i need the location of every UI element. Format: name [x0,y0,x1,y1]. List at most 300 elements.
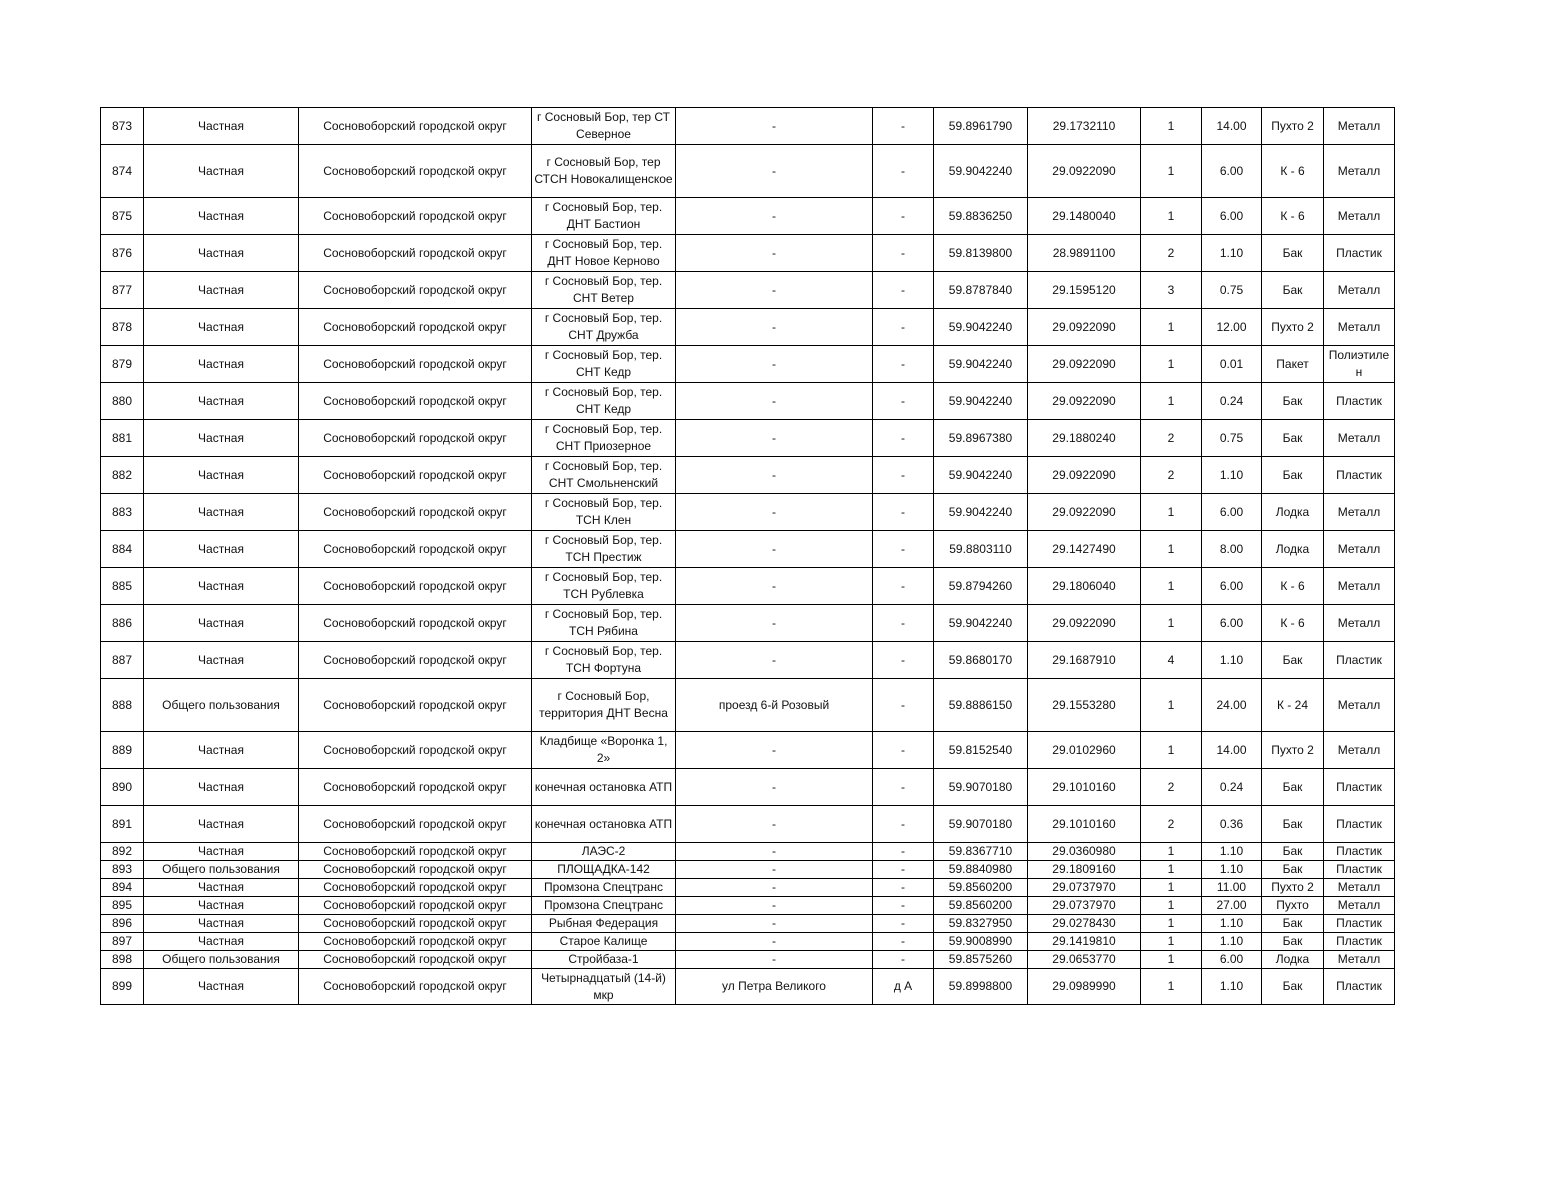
cell-latitude: 59.9070180 [934,769,1028,806]
cell-container-type: К - 6 [1262,568,1324,605]
cell-municipality: Сосновоборский городской округ [299,531,532,568]
cell-material: Металл [1324,568,1395,605]
cell-house: - [873,679,934,732]
cell-container-type: Бак [1262,843,1324,861]
table-row [101,198,1395,235]
cell-container-count: 1 [1141,861,1202,879]
cell-house: - [873,272,934,309]
cell-house: - [873,879,934,897]
cell-container-count: 2 [1141,235,1202,272]
cell-material: Пластик [1324,642,1395,679]
cell-material: Пластик [1324,457,1395,494]
cell-longitude: 29.1595120 [1028,272,1141,309]
cell-row-number: 882 [101,457,144,494]
cell-volume: 0.75 [1202,272,1262,309]
cell-street: - [676,457,873,494]
cell-volume: 0.01 [1202,346,1262,383]
cell-longitude: 29.0737970 [1028,897,1141,915]
cell-location: Старое Калище [532,933,676,951]
cell-street: - [676,951,873,969]
cell-municipality: Сосновоборский городской округ [299,769,532,806]
cell-longitude: 29.0922090 [1028,457,1141,494]
cell-container-type: Пухто 2 [1262,732,1324,769]
cell-material: Пластик [1324,861,1395,879]
cell-house: - [873,915,934,933]
cell-house: - [873,145,934,198]
cell-row-number: 884 [101,531,144,568]
cell-longitude: 29.0922090 [1028,346,1141,383]
cell-ownership: Общего пользования [144,679,299,732]
cell-ownership: Частная [144,605,299,642]
table-row [101,108,1395,145]
cell-row-number: 875 [101,198,144,235]
cell-location: г Сосновый Бор, тер. ТСН Рябина [532,605,676,642]
cell-house: - [873,108,934,145]
cell-street: - [676,843,873,861]
table-row [101,679,1395,732]
cell-location: конечная остановка АТП [532,806,676,843]
cell-latitude: 59.9070180 [934,806,1028,843]
cell-container-count: 1 [1141,531,1202,568]
cell-municipality: Сосновоборский городской округ [299,605,532,642]
cell-house: - [873,951,934,969]
cell-street: - [676,897,873,915]
cell-ownership: Частная [144,843,299,861]
cell-volume: 0.24 [1202,383,1262,420]
cell-container-count: 1 [1141,915,1202,933]
cell-container-type: Бак [1262,933,1324,951]
table-row [101,951,1395,969]
cell-material: Металл [1324,605,1395,642]
cell-row-number: 878 [101,309,144,346]
cell-ownership: Частная [144,568,299,605]
cell-municipality: Сосновоборский городской округ [299,457,532,494]
cell-volume: 12.00 [1202,309,1262,346]
cell-street: - [676,879,873,897]
cell-ownership: Частная [144,457,299,494]
table-row [101,933,1395,951]
cell-location: г Сосновый Бор, тер. СНТ Ветер [532,272,676,309]
cell-location: г Сосновый Бор, тер. ДНТ Бастион [532,198,676,235]
cell-container-count: 1 [1141,933,1202,951]
cell-row-number: 899 [101,969,144,1005]
cell-container-type: Бак [1262,806,1324,843]
cell-latitude: 59.8886150 [934,679,1028,732]
cell-ownership: Частная [144,915,299,933]
cell-container-type: Бак [1262,272,1324,309]
cell-volume: 6.00 [1202,198,1262,235]
cell-latitude: 59.8836250 [934,198,1028,235]
cell-material: Пластик [1324,915,1395,933]
cell-container-count: 1 [1141,309,1202,346]
cell-longitude: 28.9891100 [1028,235,1141,272]
cell-location: Промзона Спецтранс [532,879,676,897]
cell-container-count: 2 [1141,457,1202,494]
table-row [101,272,1395,309]
cell-municipality: Сосновоборский городской округ [299,897,532,915]
table-row [101,642,1395,679]
cell-container-count: 1 [1141,679,1202,732]
cell-material: Металл [1324,531,1395,568]
cell-container-count: 1 [1141,951,1202,969]
cell-row-number: 883 [101,494,144,531]
cell-volume: 24.00 [1202,679,1262,732]
cell-ownership: Частная [144,806,299,843]
cell-material: Металл [1324,494,1395,531]
cell-material: Металл [1324,108,1395,145]
table-row [101,420,1395,457]
table-row [101,605,1395,642]
cell-row-number: 880 [101,383,144,420]
cell-container-count: 1 [1141,843,1202,861]
cell-row-number: 892 [101,843,144,861]
cell-container-count: 2 [1141,806,1202,843]
table-body [101,108,1395,1005]
cell-municipality: Сосновоборский городской округ [299,494,532,531]
cell-municipality: Сосновоборский городской округ [299,843,532,861]
cell-latitude: 59.8967380 [934,420,1028,457]
table-row [101,145,1395,198]
cell-municipality: Сосновоборский городской округ [299,879,532,897]
cell-ownership: Общего пользования [144,861,299,879]
cell-house: - [873,309,934,346]
cell-material: Металл [1324,420,1395,457]
cell-container-type: К - 6 [1262,198,1324,235]
cell-material: Металл [1324,198,1395,235]
cell-house: - [873,568,934,605]
cell-ownership: Частная [144,309,299,346]
cell-street: - [676,861,873,879]
cell-volume: 1.10 [1202,933,1262,951]
table-row [101,531,1395,568]
cell-municipality: Сосновоборский городской округ [299,568,532,605]
cell-row-number: 889 [101,732,144,769]
cell-row-number: 887 [101,642,144,679]
cell-container-type: К - 24 [1262,679,1324,732]
cell-container-count: 1 [1141,108,1202,145]
cell-container-type: Бак [1262,457,1324,494]
cell-longitude: 29.1553280 [1028,679,1141,732]
table-row [101,969,1395,1005]
cell-row-number: 886 [101,605,144,642]
table-row [101,309,1395,346]
cell-longitude: 29.0737970 [1028,879,1141,897]
cell-municipality: Сосновоборский городской округ [299,732,532,769]
cell-ownership: Частная [144,346,299,383]
cell-street: - [676,494,873,531]
cell-municipality: Сосновоборский городской округ [299,969,532,1005]
cell-container-count: 1 [1141,879,1202,897]
cell-street: проезд 6-й Розовый [676,679,873,732]
cell-container-count: 1 [1141,383,1202,420]
cell-container-type: Бак [1262,915,1324,933]
cell-longitude: 29.0989990 [1028,969,1141,1005]
table-row [101,915,1395,933]
cell-ownership: Частная [144,383,299,420]
cell-container-count: 4 [1141,642,1202,679]
cell-latitude: 59.9042240 [934,457,1028,494]
cell-row-number: 890 [101,769,144,806]
cell-container-count: 1 [1141,605,1202,642]
cell-street: - [676,198,873,235]
cell-location: г Сосновый Бор, тер. ТСН Престиж [532,531,676,568]
cell-municipality: Сосновоборский городской округ [299,806,532,843]
cell-street: - [676,642,873,679]
cell-municipality: Сосновоборский городской округ [299,933,532,951]
cell-street: - [676,769,873,806]
cell-row-number: 895 [101,897,144,915]
cell-container-count: 1 [1141,198,1202,235]
cell-ownership: Частная [144,145,299,198]
cell-location: г Сосновый Бор, тер. СНТ Смольненский [532,457,676,494]
cell-material: Металл [1324,732,1395,769]
cell-material: Пластик [1324,806,1395,843]
cell-row-number: 888 [101,679,144,732]
cell-latitude: 59.9042240 [934,309,1028,346]
cell-municipality: Сосновоборский городской округ [299,383,532,420]
table-row [101,861,1395,879]
cell-longitude: 29.0653770 [1028,951,1141,969]
table-row [101,843,1395,861]
cell-container-count: 1 [1141,897,1202,915]
cell-container-count: 2 [1141,769,1202,806]
cell-container-count: 1 [1141,732,1202,769]
cell-ownership: Частная [144,732,299,769]
cell-ownership: Частная [144,879,299,897]
cell-house: - [873,420,934,457]
cell-municipality: Сосновоборский городской округ [299,915,532,933]
cell-house: - [873,732,934,769]
cell-latitude: 59.8840980 [934,861,1028,879]
cell-longitude: 29.1419810 [1028,933,1141,951]
cell-house: - [873,494,934,531]
cell-container-type: Лодка [1262,531,1324,568]
cell-municipality: Сосновоборский городской округ [299,642,532,679]
cell-row-number: 877 [101,272,144,309]
cell-latitude: 59.9042240 [934,494,1028,531]
cell-container-count: 1 [1141,346,1202,383]
cell-row-number: 891 [101,806,144,843]
cell-material: Металл [1324,879,1395,897]
cell-container-type: Лодка [1262,951,1324,969]
cell-volume: 1.10 [1202,642,1262,679]
cell-container-count: 1 [1141,494,1202,531]
cell-latitude: 59.8367710 [934,843,1028,861]
cell-street: - [676,605,873,642]
cell-longitude: 29.0278430 [1028,915,1141,933]
cell-material: Металл [1324,145,1395,198]
cell-volume: 0.24 [1202,769,1262,806]
cell-longitude: 29.1732110 [1028,108,1141,145]
cell-municipality: Сосновоборский городской округ [299,679,532,732]
cell-material: Металл [1324,679,1395,732]
cell-material: Пластик [1324,969,1395,1005]
cell-street: ул Петра Великого [676,969,873,1005]
table-row [101,235,1395,272]
cell-street: - [676,272,873,309]
cell-ownership: Частная [144,494,299,531]
cell-ownership: Общего пользования [144,951,299,969]
cell-house: - [873,531,934,568]
cell-house: - [873,235,934,272]
cell-municipality: Сосновоборский городской округ [299,272,532,309]
cell-container-type: Бак [1262,769,1324,806]
table-row [101,897,1395,915]
cell-container-type: Лодка [1262,494,1324,531]
cell-location: г Сосновый Бор, тер. СНТ Кедр [532,346,676,383]
cell-house: - [873,843,934,861]
cell-latitude: 59.8139800 [934,235,1028,272]
cell-material: Полиэтилен [1324,346,1395,383]
cell-container-type: Пухто [1262,897,1324,915]
cell-longitude: 29.0922090 [1028,309,1141,346]
cell-location: конечная остановка АТП [532,769,676,806]
cell-latitude: 59.9042240 [934,605,1028,642]
cell-row-number: 885 [101,568,144,605]
cell-location: Промзона Спецтранс [532,897,676,915]
cell-container-type: Пухто 2 [1262,108,1324,145]
cell-location: ПЛОЩАДКА-142 [532,861,676,879]
cell-ownership: Частная [144,933,299,951]
cell-latitude: 59.8575260 [934,951,1028,969]
cell-volume: 6.00 [1202,145,1262,198]
cell-longitude: 29.0922090 [1028,605,1141,642]
cell-ownership: Частная [144,235,299,272]
cell-street: - [676,806,873,843]
cell-container-type: Бак [1262,383,1324,420]
cell-container-type: Бак [1262,861,1324,879]
table-row [101,806,1395,843]
cell-location: г Сосновый Бор, тер. ТСН Рублевка [532,568,676,605]
cell-municipality: Сосновоборский городской округ [299,951,532,969]
cell-volume: 6.00 [1202,568,1262,605]
cell-container-count: 1 [1141,969,1202,1005]
cell-location: г Сосновый Бор, тер СТСН Новокалищенское [532,145,676,198]
cell-latitude: 59.9042240 [934,145,1028,198]
cell-municipality: Сосновоборский городской округ [299,108,532,145]
table-row [101,346,1395,383]
cell-location: г Сосновый Бор, тер. ТСН Фортуна [532,642,676,679]
cell-material: Металл [1324,951,1395,969]
cell-container-type: К - 6 [1262,145,1324,198]
cell-location: г Сосновый Бор, территория ДНТ Весна [532,679,676,732]
cell-street: - [676,732,873,769]
cell-street: - [676,235,873,272]
table-row [101,732,1395,769]
cell-container-type: Пухто 2 [1262,879,1324,897]
cell-volume: 6.00 [1202,605,1262,642]
cell-longitude: 29.0360980 [1028,843,1141,861]
cell-street: - [676,309,873,346]
cell-longitude: 29.1010160 [1028,806,1141,843]
cell-latitude: 59.8961790 [934,108,1028,145]
cell-location: ЛАЭС-2 [532,843,676,861]
cell-municipality: Сосновоборский городской округ [299,420,532,457]
cell-street: - [676,145,873,198]
cell-ownership: Частная [144,531,299,568]
cell-street: - [676,346,873,383]
cell-street: - [676,108,873,145]
cell-material: Пластик [1324,769,1395,806]
cell-volume: 1.10 [1202,861,1262,879]
cell-longitude: 29.0922090 [1028,494,1141,531]
cell-longitude: 29.1480040 [1028,198,1141,235]
cell-street: - [676,420,873,457]
table-row [101,494,1395,531]
cell-container-type: Бак [1262,235,1324,272]
cell-longitude: 29.1010160 [1028,769,1141,806]
cell-latitude: 59.8803110 [934,531,1028,568]
cell-longitude: 29.1809160 [1028,861,1141,879]
cell-house: - [873,642,934,679]
cell-location: г Сосновый Бор, тер. СНТ Приозерное [532,420,676,457]
cell-volume: 8.00 [1202,531,1262,568]
cell-ownership: Частная [144,969,299,1005]
cell-material: Пластик [1324,843,1395,861]
cell-location: г Сосновый Бор, тер. СНТ Дружба [532,309,676,346]
cell-latitude: 59.8327950 [934,915,1028,933]
cell-house: - [873,933,934,951]
container-sites-table [100,107,1395,1005]
cell-row-number: 881 [101,420,144,457]
cell-house: - [873,383,934,420]
cell-latitude: 59.8560200 [934,897,1028,915]
cell-latitude: 59.8152540 [934,732,1028,769]
cell-volume: 1.10 [1202,969,1262,1005]
cell-location: Кладбище «Воронка 1, 2» [532,732,676,769]
cell-ownership: Частная [144,108,299,145]
cell-latitude: 59.8680170 [934,642,1028,679]
cell-ownership: Частная [144,420,299,457]
cell-volume: 6.00 [1202,951,1262,969]
cell-house: - [873,897,934,915]
cell-longitude: 29.1427490 [1028,531,1141,568]
cell-location: Стройбаза-1 [532,951,676,969]
cell-street: - [676,531,873,568]
cell-material: Пластик [1324,933,1395,951]
cell-volume: 1.10 [1202,915,1262,933]
cell-volume: 1.10 [1202,457,1262,494]
table-row [101,769,1395,806]
cell-volume: 0.75 [1202,420,1262,457]
cell-municipality: Сосновоборский городской округ [299,861,532,879]
cell-container-count: 1 [1141,145,1202,198]
table-row [101,879,1395,897]
cell-house: - [873,861,934,879]
cell-container-count: 2 [1141,420,1202,457]
cell-house: - [873,769,934,806]
cell-location: Четырнадцатый (14-й) мкр [532,969,676,1005]
table-row [101,568,1395,605]
cell-municipality: Сосновоборский городской округ [299,309,532,346]
cell-street: - [676,568,873,605]
cell-ownership: Частная [144,897,299,915]
cell-volume: 14.00 [1202,108,1262,145]
cell-ownership: Частная [144,769,299,806]
cell-longitude: 29.1880240 [1028,420,1141,457]
cell-latitude: 59.8560200 [934,879,1028,897]
cell-house: - [873,605,934,642]
cell-row-number: 898 [101,951,144,969]
cell-material: Металл [1324,309,1395,346]
cell-container-type: Пухто 2 [1262,309,1324,346]
cell-row-number: 876 [101,235,144,272]
cell-material: Металл [1324,897,1395,915]
cell-container-type: Бак [1262,642,1324,679]
cell-street: - [676,915,873,933]
cell-house: - [873,457,934,494]
cell-municipality: Сосновоборский городской округ [299,235,532,272]
